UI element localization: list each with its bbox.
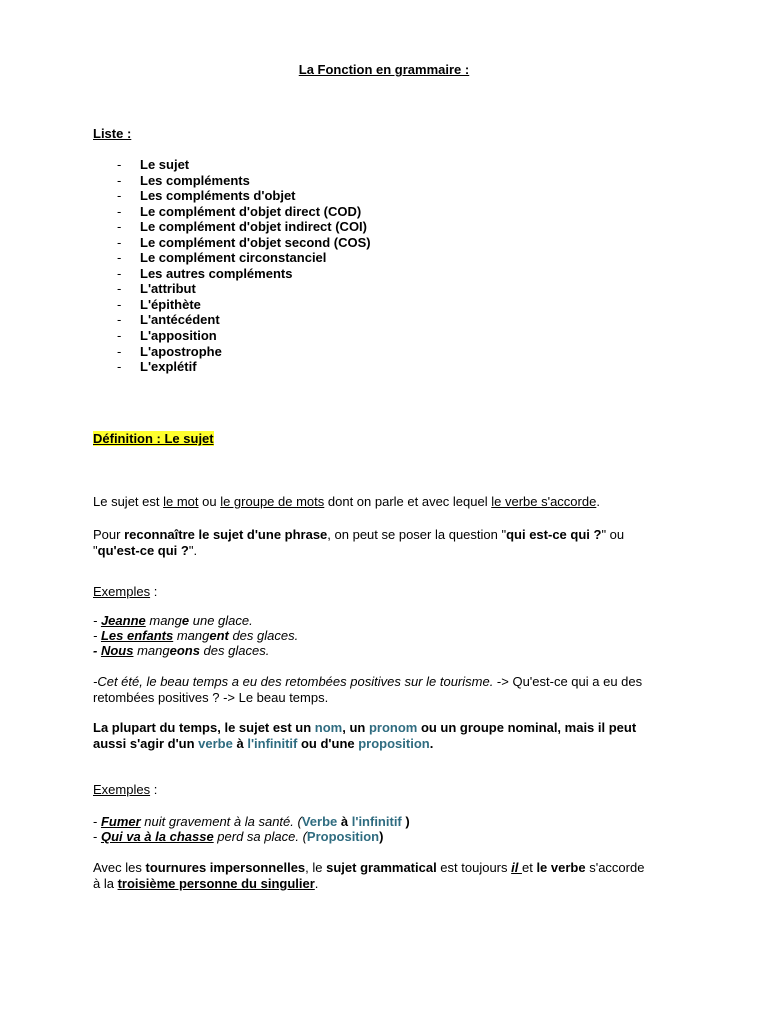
text-run: l'infinitif xyxy=(351,814,402,829)
list-dash: - xyxy=(117,219,122,234)
example-line xyxy=(93,628,298,644)
list-dash: - xyxy=(117,173,122,188)
text-run: verbe xyxy=(198,736,233,751)
text-run: retombées positives ? -> Le beau temps. xyxy=(93,690,329,705)
definition-heading xyxy=(93,431,214,447)
list-dash: - xyxy=(117,204,122,219)
text-run: : xyxy=(150,584,158,599)
list-dash: - xyxy=(117,344,122,359)
text-run: le groupe de mots xyxy=(220,494,325,509)
text-run: à xyxy=(337,814,352,829)
list-item-label: Le complément d'objet indirect (COI) xyxy=(140,219,367,234)
text-run: - xyxy=(93,643,101,658)
text-run: perd sa place. ( xyxy=(213,829,307,844)
text-run: proposition xyxy=(358,736,430,751)
text-run: , un xyxy=(342,720,369,735)
text-run: le verbe xyxy=(536,860,586,875)
text-run: ou un groupe nominal, mais il peut xyxy=(417,720,637,735)
list-dash: - xyxy=(117,250,122,265)
text-run: dont on parle et avec lequel xyxy=(324,494,492,509)
text-run: e xyxy=(181,613,190,628)
text-run: , on peut se poser la question " xyxy=(327,527,507,542)
example-line xyxy=(93,829,383,845)
text-run: eons xyxy=(169,643,200,658)
list-dash: - xyxy=(117,188,122,203)
list-item-label: L'attribut xyxy=(140,281,196,296)
text-run: La plupart du temps, le sujet est un xyxy=(93,720,315,735)
list-dash: - xyxy=(117,328,122,343)
list-dash: - xyxy=(117,297,122,312)
text-run: ". xyxy=(188,543,198,558)
text-run: le mot xyxy=(163,494,199,509)
text-run: Avec les xyxy=(93,860,146,875)
text-run: mang xyxy=(173,628,210,643)
text-run: reconnaître le sujet d'une phrase xyxy=(124,527,328,542)
text-run: ent xyxy=(209,628,229,643)
impersonal-paragraph-line-1 xyxy=(93,860,644,876)
text-run: troisième personne du singulier xyxy=(117,876,315,891)
text-run: Verbe xyxy=(301,814,338,829)
text-run: " xyxy=(93,543,98,558)
text-run: ) xyxy=(379,829,384,844)
text-run: Qui va à la chasse xyxy=(100,829,214,844)
list-item-label: Les compléments xyxy=(140,173,250,188)
text-run: . xyxy=(429,736,434,751)
list-item-label: Les compléments d'objet xyxy=(140,188,296,203)
text-run: des glaces. xyxy=(228,628,299,643)
list-item-label: Le complément d'objet second (COS) xyxy=(140,235,371,250)
list-item-label: Le complément circonstanciel xyxy=(140,250,327,265)
list-item-label: L'apostrophe xyxy=(140,344,222,359)
summer-example-line-2 xyxy=(93,690,328,706)
list-dash: - xyxy=(117,359,122,374)
definition-paragraph xyxy=(93,494,600,510)
text-run: Les enfants xyxy=(100,628,174,643)
list-item-label: Le sujet xyxy=(140,157,190,172)
text-run: mang xyxy=(145,613,182,628)
text-run: - xyxy=(93,613,101,628)
text-run: aussi s'agir d'un xyxy=(93,736,199,751)
text-run: -> Qu'est-ce qui a eu des xyxy=(493,674,643,689)
example-line xyxy=(93,613,253,629)
list-item-label: L'épithète xyxy=(140,297,201,312)
text-run: nom xyxy=(314,720,343,735)
text-run: - xyxy=(93,628,101,643)
examples-label xyxy=(93,584,157,600)
list-heading: Liste : xyxy=(93,126,132,141)
text-run: une glace. xyxy=(189,613,253,628)
list-item-label: L'explétif xyxy=(140,359,197,374)
text-run: il xyxy=(511,860,522,875)
text-run: Fumer xyxy=(100,814,141,829)
subject-types-line-2 xyxy=(93,736,433,752)
text-run: qui est-ce qui ? xyxy=(506,527,602,542)
text-run: tournures impersonnelles xyxy=(145,860,306,875)
text-run: Exemples xyxy=(93,584,151,599)
text-run: - xyxy=(93,829,101,844)
text-run: , le xyxy=(305,860,327,875)
example-line xyxy=(93,643,269,659)
list-dash: - xyxy=(117,312,122,327)
text-run: - xyxy=(93,814,101,829)
text-run: ou d'une xyxy=(297,736,359,751)
list-dash: - xyxy=(117,266,122,281)
text-run: Pour xyxy=(93,527,125,542)
list-item-label: L'antécédent xyxy=(140,312,220,327)
list-item-label: Le complément d'objet direct (COD) xyxy=(140,204,362,219)
subject-types-line-1 xyxy=(93,720,636,736)
text-run: . xyxy=(314,876,319,891)
text-run: Exemples xyxy=(93,782,151,797)
document-title: La Fonction en grammaire : xyxy=(298,62,470,77)
text-run: mang xyxy=(133,643,170,658)
text-run: . xyxy=(596,494,600,509)
text-run: à la xyxy=(93,876,118,891)
text-run: : xyxy=(150,782,158,797)
text-run: à xyxy=(232,736,248,751)
text-run: pronom xyxy=(368,720,418,735)
summer-example-line-1 xyxy=(93,674,642,690)
text-run: Proposition xyxy=(306,829,380,844)
list-dash: - xyxy=(117,281,122,296)
impersonal-paragraph-line-2 xyxy=(93,876,318,892)
definition-heading-text: Définition : Le sujet xyxy=(93,431,214,446)
list-item-label: Les autres compléments xyxy=(140,266,293,281)
text-run: sujet grammatical xyxy=(326,860,437,875)
examples-label xyxy=(93,782,157,798)
text-run: nuit gravement à la santé. ( xyxy=(140,814,302,829)
text-run: -Cet été, le beau temps a eu des retombées positives sur le tourisme. xyxy=(93,674,494,689)
example-line xyxy=(93,814,410,830)
recognize-paragraph-line-1 xyxy=(93,527,624,543)
text-run: le verbe s'accorde xyxy=(491,494,597,509)
recognize-paragraph-line-2 xyxy=(93,543,197,559)
list-dash: - xyxy=(117,235,122,250)
list-item-label: L'apposition xyxy=(140,328,217,343)
text-run: ou xyxy=(198,494,221,509)
text-run: s'accorde xyxy=(585,860,645,875)
list-dash: - xyxy=(117,157,122,172)
text-run: des glaces. xyxy=(199,643,270,658)
text-run: " ou xyxy=(601,527,625,542)
text-run: qu'est-ce qui ? xyxy=(97,543,189,558)
text-run: ) xyxy=(401,814,410,829)
text-run: et xyxy=(521,860,537,875)
text-run: est toujours xyxy=(436,860,512,875)
text-run: Nous xyxy=(100,643,134,658)
text-run: l'infinitif xyxy=(247,736,298,751)
text-run: Jeanne xyxy=(100,613,146,628)
text-run: Le sujet est xyxy=(93,494,164,509)
